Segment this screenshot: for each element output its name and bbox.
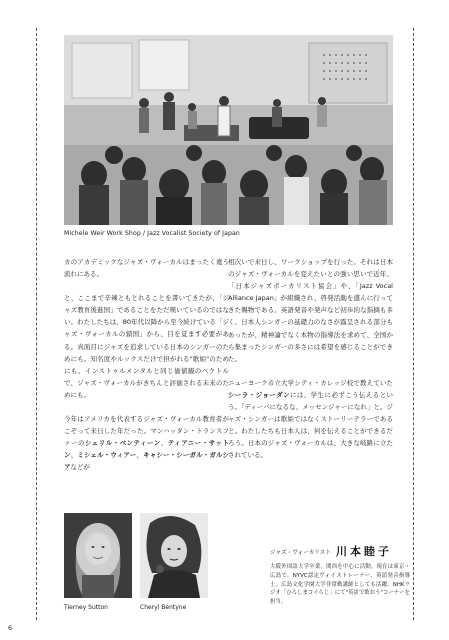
author-name: 川本睦子 [336,545,392,558]
page-number: 6 [8,624,13,632]
right-dashed-border [413,28,414,620]
author-role: ジャズ・ヴォーカリスト [270,550,331,556]
workshop-photo [64,35,393,225]
artist-name: ミシェル・ウィアー [77,451,137,460]
article-left-column [64,256,229,474]
artist-name: キャシー・シーガル・ガルシア [64,451,230,472]
author-bio: 大阪外国語大学卒業。関西を中心に活動。現在は東京・広島で。NYVC認定ヴォイストレーナー、英語発音指導士。広島文化学園大学非常勤講師としても活躍。NHKラジオ「ひろしまコイらじ」にて"英語で歌おう"コーナーを担当。 [270,564,410,606]
portrait-caption: Cheryl Bentyne [140,604,187,611]
text-run: カのアカデミックなジャズ・ヴォーカルはまったく違う流れにある。 [64,258,229,279]
text-run: には、学生に必ずこう伝えるという。「ディーバになるな、メッセンジャーになれ」と。ジャズ・シンガーは歌姫ではなくストーリーテラーであると。わたしたちも日本人は、何を伝えることができるだろう。日本のジャズ・ヴォーカルは、大きな岐路に立たされている。 [228,390,394,460]
text-run: などが [70,463,90,472]
text-run: 今年はアメリカを代表するジャズ・ヴォーカル教育者がこぞって来日した年だった。マンハッタン・トランスファーの [64,415,229,448]
article-right-column [228,256,393,462]
photo-caption: Michele Weir Work Shop / Jazz Vocalist Society of Japan [64,230,240,237]
artist-name: ティアニー・サットン [64,439,229,460]
paragraph [228,256,393,365]
portrait-caption: Tierney Sutton [64,604,108,611]
text-run: 、 [136,451,144,460]
left-dashed-border [36,28,37,620]
text-run: ニューヨーク市立大学シティ・カレッジ校で教えていた [228,378,393,387]
paragraph [64,413,229,473]
paragraph [64,292,229,401]
text-run: 、 [160,439,168,448]
portrait-cheryl-bentyne [140,513,208,598]
artist-name: シーラ・ジョーダン [228,390,290,399]
paragraph [228,377,393,462]
text-run: と、ここまで辛辣ともとれることを書いてきたが、「ジャズ教育後進国」であることをただ嘆いているのではない。わたしたちは、80年代以降から至今続けている「ジャズ・ヴォーカルの鎖国」から、目を覚ます必要がある。真面目にジャズを追求している日本のシンガーのためにも。知名度やルックスだけで担がれる"歌姫"のためにも。インストゥルメンタルと同じ価値観のベクトルで、ジャズ・ヴォーカルがきちんと評価される未来のためにも。 [64,294,229,399]
artist-name: シェリル・ベンティーン [84,439,161,448]
text-run: 相次いで来日し、ワークショップを行った。それは日本のジャズ・ヴォーカルを変えたいとの強い思いで近年、「日本ジャズボーカリスト協会」や、「Jazz Vocal Alliance Japan」が組織され、啓発活動を盛んに行ってきた賜物である。英語発音や発声など初歩的な指摘も多く、日本人シンガーの基礎力のなさが露呈される部分もあったが、精神論でなく本物の指導法を求めて、全国から集まったシンガーの多さには希望を感じることができた。 [228,258,393,363]
portrait-tierney-sutton [64,513,132,598]
paragraph [64,256,229,280]
text-run: 、 [70,451,78,460]
